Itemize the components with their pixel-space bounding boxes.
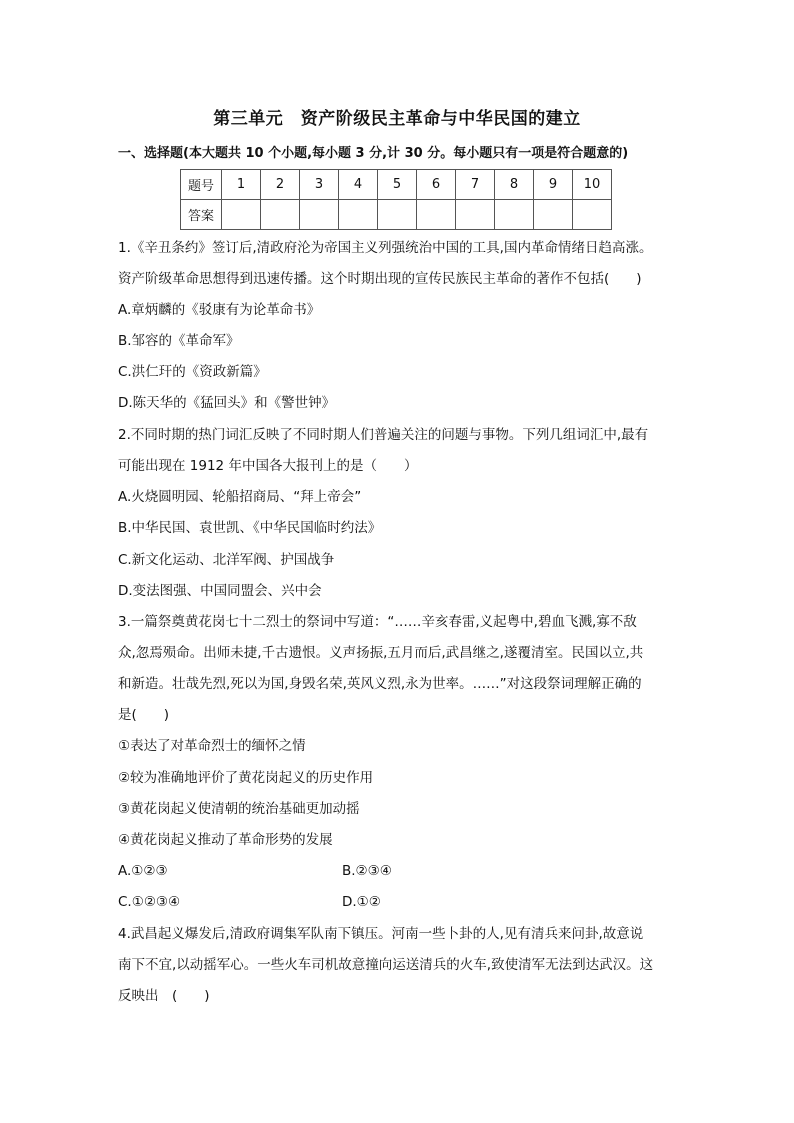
question-3-statement-4: ④黄花岗起义推动了革命形势的发展 (118, 832, 333, 848)
question-number: 8 (495, 170, 534, 200)
answer-cell[interactable] (378, 200, 417, 230)
answer-row-label: 答案 (181, 200, 222, 230)
question-number: 5 (378, 170, 417, 200)
answer-cell[interactable] (222, 200, 261, 230)
number-row (181, 170, 612, 200)
answer-cell[interactable] (339, 200, 378, 230)
question-3-stem-line: 和新造。壮哉先烈,死以为国,身毁名荣,英风义烈,永为世率。……”对这段祭词理解正确的 (118, 676, 642, 692)
answer-cell[interactable] (417, 200, 456, 230)
question-3-option-b: B.②③④ (342, 863, 392, 879)
question-number: 7 (456, 170, 495, 200)
question-number: 4 (339, 170, 378, 200)
question-2-option-a: A.火烧圆明园、轮船招商局、“拜上帝会” (118, 489, 362, 505)
question-3-statement-1: ①表达了对革命烈士的缅怀之情 (118, 738, 306, 754)
question-2-option-c: C.新文化运动、北洋军阀、护国战争 (118, 552, 335, 568)
unit-title: 第三单元 资产阶级民主革命与中华民国的建立 (213, 109, 581, 129)
question-2-option-b: B.中华民国、袁世凯、《中华民国临时约法》 (118, 520, 382, 536)
question-3-stem-line: 众,忽焉殒命。出师未捷,千古遗恨。义声扬振,五月而后,武昌继之,遂覆清室。民国以立,共 (118, 645, 644, 661)
question-3-statement-2: ②较为准确地评价了黄花岗起义的历史作用 (118, 770, 374, 786)
question-number: 9 (534, 170, 573, 200)
question-1-option-c: C.洪仁玕的《资政新篇》 (118, 364, 267, 380)
answer-cell[interactable] (456, 200, 495, 230)
question-1-stem-line: 1.《辛丑条约》签订后,清政府沦为帝国主义列强统治中国的工具,国内革命情绪日趋高涨。 (118, 240, 653, 256)
question-number: 2 (261, 170, 300, 200)
question-number: 1 (222, 170, 261, 200)
question-3-statement-3: ③黄花岗起义使清朝的统治基础更加动摇 (118, 801, 360, 817)
answer-cell[interactable] (495, 200, 534, 230)
question-1-stem-line: 资产阶级革命思想得到迅速传播。这个时期出现的宣传民族民主革命的著作不包括( ) (118, 271, 642, 287)
answer-table (180, 169, 612, 230)
question-3-option-d: D.①② (342, 894, 381, 910)
question-3-stem-line: 3.一篇祭奠黄花岗七十二烈士的祭词中写道：“……辛亥春雷,义起粤中,碧血飞溅,寡不敌 (118, 614, 637, 630)
question-number: 6 (417, 170, 456, 200)
section-header: 一、选择题(本大题共 10 个小题,每小题 3 分,计 30 分。每小题只有一项是符合题意的) (118, 146, 629, 161)
answer-cell[interactable] (261, 200, 300, 230)
question-2-option-d: D.变法图强、中国同盟会、兴中会 (118, 583, 322, 599)
answer-cell[interactable] (573, 200, 612, 230)
question-1-option-b: B.邹容的《革命军》 (118, 333, 240, 349)
answer-row (181, 200, 612, 230)
answer-cell[interactable] (300, 200, 339, 230)
question-1-option-d: D.陈天华的《猛回头》和《警世钟》 (118, 395, 336, 411)
question-4-stem-line: 反映出 ( ) (118, 988, 210, 1004)
question-4-stem-line: 南下不宜,以动摇军心。一些火车司机故意撞向运送清兵的火车,致使清军无法到达武汉。这 (118, 957, 654, 973)
question-3-stem-line: 是( ) (118, 707, 170, 723)
question-4-stem-line: 4.武昌起义爆发后,清政府调集军队南下镇压。河南一些卜卦的人,见有清兵来问卦,故意说 (118, 926, 644, 942)
number-row-label: 题号 (181, 170, 222, 200)
question-2-stem-line: 可能出现在 1912 年中国各大报刊上的是（ ） (118, 458, 418, 474)
answer-cell[interactable] (534, 200, 573, 230)
question-number: 10 (573, 170, 612, 200)
question-2-stem-line: 2.不同时期的热门词汇反映了不同时期人们普遍关注的问题与事物。下列几组词汇中,最有 (118, 427, 649, 443)
question-number: 3 (300, 170, 339, 200)
question-3-option-c: C.①②③④ (118, 894, 181, 910)
question-3-option-a: A.①②③ (118, 863, 168, 879)
question-1-option-a: A.章炳麟的《驳康有为论革命书》 (118, 302, 321, 318)
